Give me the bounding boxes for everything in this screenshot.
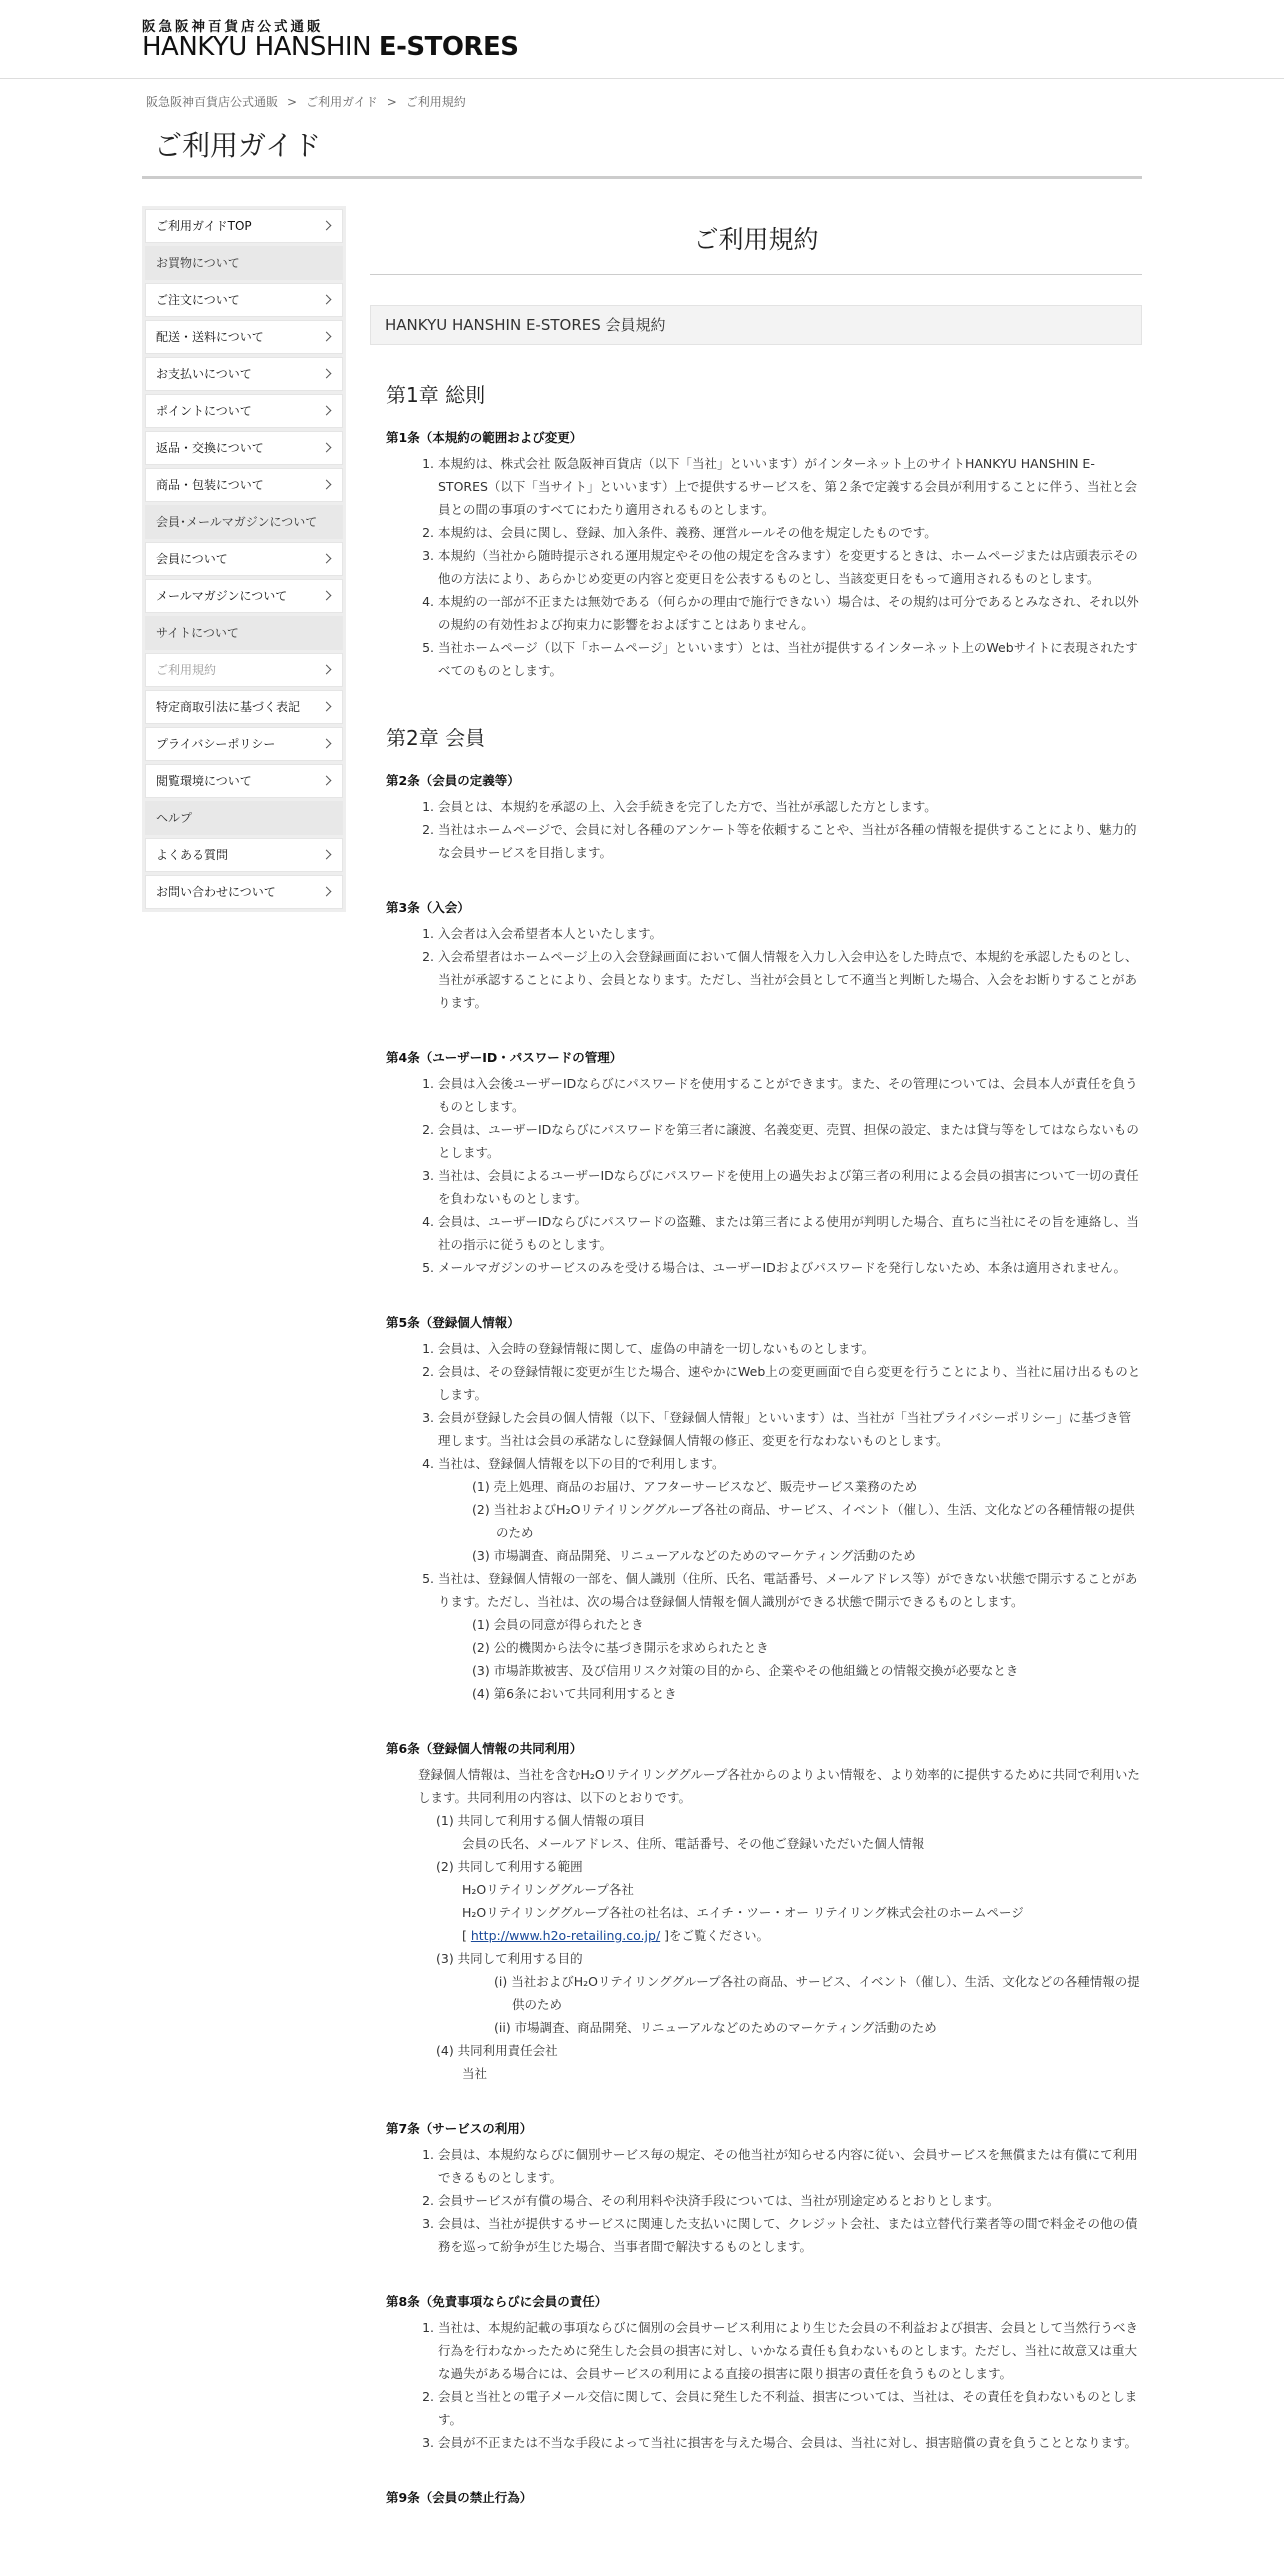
article-heading: 第2条（会員の定義等） (386, 773, 520, 788)
link-suffix: ]をご覧ください。 (660, 1928, 770, 1943)
sidebar-item-faq[interactable] (145, 838, 343, 872)
sidebar-item-label: メールマガジンについて (156, 589, 288, 603)
sub-list-item: (1) 売上処理、商品のお届け、アフターサービスなど、販売サービス業務のため (472, 1479, 918, 1494)
list-item: 1. 本規約は、株式会社 阪急阪神百貨店（以下「当社」といいます）がインターネット上のサイトHANKYU HANSHIN E-STORES（以下「当サイト」といいます）上で提供するサービスを、第２条で定義する会員が利用することに伴う、当社と会員との間の事項のすべてにわたり適用されるものとします。 (438, 452, 1142, 521)
list-item-text: 当社は、登録個人情報を以下の目的で利用します。 (438, 1456, 725, 1471)
breadcrumb-current: ご利用規約 (405, 95, 466, 109)
list-item: 3. 当社は、会員によるユーザーIDならびにパスワードを使用上の過失および第三者の利用による会員の損害について一切の責任を負わないものとします。 (438, 1164, 1142, 1210)
sidebar-item-label: 配送・送料について (156, 330, 264, 344)
sub-list-item: (2) 当社およびH₂Oリテイリンググループ各社の商品、サービス、イベント（催し）、生活、文化などの各種情報の提供のため (472, 1502, 1135, 1540)
chevron-right-icon (322, 406, 332, 416)
article-heading: 第6条（登録個人情報の共同利用） (386, 1741, 583, 1756)
article-list (370, 452, 1142, 682)
bracket-open: [ (462, 1928, 471, 1943)
breadcrumb (146, 93, 466, 110)
sidebar-section-site (145, 616, 343, 650)
list-item: 5. メールマガジンのサービスのみを受ける場合は、ユーザーIDおよびパスワードを発行しないため、本条は適用されません。 (438, 1256, 1142, 1279)
sidebar-item-label: お支払いについて (156, 367, 252, 381)
article-list (370, 795, 1142, 864)
sidebar-item-order[interactable] (145, 283, 343, 317)
breadcrumb-guide[interactable]: ご利用ガイド (306, 95, 378, 109)
list-item: 1. 会員は入会後ユーザーIDならびにパスワードを使用することができます。また、その管理については、会員本人が責任を負うものとします。 (438, 1072, 1142, 1118)
sub-list-item: (3) 市場詐欺被害、及び信用リスク対策の目的から、企業やその他組織との情報交換が必要なとき (472, 1663, 1019, 1678)
logo-japanese[interactable]: 阪急阪神百貨店公式通販 (142, 19, 324, 35)
sidebar-item-members[interactable] (145, 542, 343, 576)
chevron-right-icon (322, 554, 332, 564)
sidebar-item-returns[interactable] (145, 431, 343, 465)
sidebar-section-label: 会員･メールマガジンについて (156, 515, 318, 529)
article-heading: 第3条（入会） (386, 900, 470, 915)
list-item: 2. 当社はホームページで、会員に対し各種のアンケート等を依頼することや、当社が各種の情報を提供することにより、魅力的な会員サービスを目指します。 (438, 818, 1142, 864)
sub-list-item: (1) 会員の同意が得られたとき (472, 1617, 644, 1632)
list-item: 1. 会員は、本規約ならびに個別サービス毎の規定、その他当社が知らせる内容に従い、会員サービスを無償または有償にて利用できるものとします。 (438, 2143, 1142, 2189)
article-heading: 第5条（登録個人情報） (386, 1315, 520, 1330)
chapter-heading: 第2章 会員 (386, 726, 486, 750)
terms-title: ご利用規約 (693, 225, 819, 254)
chevron-right-icon (322, 776, 332, 786)
list-item: 2. 入会希望者はホームページ上の入会登録画面において個人情報を入力し入会申込をした時点で、本規約を承認したものとし、当社が承認することにより、会員となります。ただし、当社が会員として不適当と判断した場合、入会をお断りすることがあります。 (438, 945, 1142, 1014)
sidebar-item-label: ご注文について (156, 293, 240, 307)
sub-body: (ii) 市場調査、商品開発、リニューアルなどのためのマーケティング活動のため (494, 2020, 937, 2035)
sidebar-item-terms[interactable] (145, 653, 343, 687)
sidebar-section-membership (145, 505, 343, 539)
breadcrumb-separator: > (386, 95, 397, 109)
sidebar-item-payment[interactable] (145, 357, 343, 391)
sidebar-nav (142, 206, 346, 912)
site-header (0, 0, 1284, 79)
sub-body: H₂Oリテイリンググループ各社 (462, 1882, 634, 1897)
sub-list (438, 1613, 1142, 1705)
list-item: 1. 会員とは、本規約を承認の上、入会手続きを完了した方で、当社が承認した方とします。 (438, 795, 1142, 818)
article-list (370, 1072, 1142, 1279)
sub-heading: (1) 共同して利用する個人情報の項目 (436, 1813, 646, 1828)
article-body (370, 1763, 1142, 2085)
logo-english[interactable] (142, 32, 518, 62)
sub-list (438, 1475, 1142, 1567)
list-item: 3. 会員は、当社が提供するサービスに関連した支払いに関して、クレジット会社、または立替代行業者等の間で料金その他の債務を巡って紛争が生じた場合、当事者間で解決するものとします。 (438, 2212, 1142, 2258)
list-item (438, 1452, 1142, 1567)
sidebar-item-products-wrapping[interactable] (145, 468, 343, 502)
article-list (370, 2316, 1142, 2454)
sidebar-item-points[interactable] (145, 394, 343, 428)
sidebar-section-help (145, 801, 343, 835)
sub-heading: (4) 共同利用責任会社 (436, 2043, 558, 2058)
article-intro: 登録個人情報は、当社を含むH₂Oリテイリンググループ各社からのよりよい情報を、より効率的に提供するために共同で利用いたします。共同利用の内容は、以下のとおりです。 (418, 1767, 1140, 1805)
sidebar-item-shipping[interactable] (145, 320, 343, 354)
chevron-right-icon (322, 739, 332, 749)
list-item: 2. 本規約は、会員に関し、登録、加入条件、義務、運営ルールその他を規定したものです。 (438, 521, 1142, 544)
sidebar-section-shopping (145, 246, 343, 280)
terms-box-title: HANKYU HANSHIN E-STORES 会員規約 (370, 305, 1142, 345)
sub-body: 会員の氏名、メールアドレス、住所、電話番号、その他ご登録いただいた個人情報 (462, 1836, 925, 1851)
list-item: 2. 会員は、その登録情報に変更が生じた場合、速やかにWeb上の変更画面で自ら変更を行うことにより、当社に届け出るものとします。 (438, 1360, 1142, 1406)
sub-list-item: (3) 市場調査、商品開発、リニューアルなどのためのマーケティング活動のため (472, 1548, 916, 1563)
sidebar-item-contact[interactable] (145, 875, 343, 909)
list-item: 3. 会員が登録した会員の個人情報（以下、「登録個人情報」といいます）は、当社が「当社プライバシーポリシー」に基づき管理します。当社は会員の承諾なしに登録個人情報の修正、変更を行なわないものとします。 (438, 1406, 1142, 1452)
sidebar-section-label: ヘルプ (156, 811, 193, 825)
sidebar-item-environment[interactable] (145, 764, 343, 798)
sub-body-link-line (462, 1924, 1142, 1947)
sidebar-item-label: ポイントについて (156, 404, 252, 418)
sidebar-item-privacy[interactable] (145, 727, 343, 761)
list-item: 1. 当社は、本規約記載の事項ならびに個別の会員サービス利用により生じた会員の不利益および損害、会員として当然行うべき行為を行わなかったために発生した会員の損害に対し、いかなる責任も負わないものとします。ただし、当社に故意又は重大な過失がある場合には、会員サービスの利用による直接の損害に限り損害の責任を負うものとします。 (438, 2316, 1142, 2385)
list-item: 2. 会員サービスが有償の場合、その利用料や決済手段については、当社が別途定めるとおりとします。 (438, 2189, 1142, 2212)
sidebar-item-label: よくある質問 (156, 848, 229, 862)
list-item: 1. 入会者は入会希望者本人といたします。 (438, 922, 1142, 945)
article-list (370, 922, 1142, 1014)
chevron-right-icon (322, 850, 332, 860)
sub-body: 当社 (462, 2066, 488, 2081)
sub-body: H₂Oリテイリンググループ各社の社名は、エイチ・ツー・オー リテイリング株式会社のホームページ (462, 1905, 1024, 1920)
article-heading: 第1条（本規約の範囲および変更） (386, 430, 583, 445)
logo-en-bold: E-STORES (378, 32, 519, 62)
article-list (370, 2143, 1142, 2258)
list-item: 2. 会員は、ユーザーIDならびにパスワードを第三者に譲渡、名義変更、売買、担保の設定、または貸与等をしてはならないものとします。 (438, 1118, 1142, 1164)
list-item: 3. 会員が不正または不当な手段によって当社に損害を与えた場合、会員は、当社に対し、損害賠償の責を負うこととなります。 (438, 2431, 1142, 2454)
h2o-retailing-link[interactable]: http://www.h2o-retailing.co.jp/ (470, 1928, 661, 1943)
chevron-right-icon (322, 480, 332, 490)
article-heading: 第7条（サービスの利用） (386, 2121, 533, 2136)
logo-en-light: HANKYU HANSHIN (142, 32, 379, 62)
list-item: 3. 本規約（当社から随時提示される運用規定やその他の規定を含みます）を変更するときは、ホームページまたは店頭表示その他の方法により、あらかじめ変更の内容と変更日を公表するものとし、当該変更日をもって適用されるものとします。 (438, 544, 1142, 590)
article-list (370, 1337, 1142, 1705)
sidebar-item-label: 特定商取引法に基づく表記 (156, 700, 301, 714)
sidebar-item-label: ご利用ガイドTOP (156, 219, 252, 233)
list-item-text: 当社は、登録個人情報の一部を、個人識別（住所、氏名、電話番号、メールアドレス等）ができない状態で開示することがあります。ただし、当社は、次の場合は登録個人情報を個人識別ができる状態で開示できるものとします。 (438, 1571, 1138, 1609)
sub-heading: (3) 共同して利用する目的 (436, 1951, 583, 1966)
sidebar-item-guide-top[interactable] (145, 209, 343, 243)
chevron-right-icon (322, 665, 332, 675)
sidebar-section-label: サイトについて (156, 626, 239, 640)
chevron-right-icon (322, 702, 332, 712)
list-item: 5. 当社ホームページ（以下「ホームページ」といいます）とは、当社が提供するインターネット上のWebサイトに表現されたすべてのものとします。 (438, 636, 1142, 682)
sub-body: (i) 当社およびH₂Oリテイリンググループ各社の商品、サービス、イベント（催し）、生活、文化などの各種情報の提供のため (494, 1974, 1140, 2012)
list-item: 1. 会員は、入会時の登録情報に関して、虚偽の申請を一切しないものとします。 (438, 1337, 1142, 1360)
article-heading: 第4条（ユーザーID・パスワードの管理） (386, 1050, 623, 1065)
article-heading: 第8条（免責事項ならびに会員の責任） (386, 2294, 608, 2309)
chevron-right-icon (322, 295, 332, 305)
sub-heading: (2) 共同して利用する範囲 (436, 1859, 583, 1874)
chevron-right-icon (322, 591, 332, 601)
chevron-right-icon (322, 221, 332, 231)
sidebar-item-label: 商品・包装について (156, 478, 264, 492)
chevron-right-icon (322, 443, 332, 453)
chevron-right-icon (322, 887, 332, 897)
terms-divider (370, 274, 1142, 275)
sidebar-item-label: 閲覧環境について (156, 774, 252, 788)
list-item: 2. 会員と当社との電子メール交信に関して、会員に発生した不利益、損害については、当社は、その責任を負わないものとします。 (438, 2385, 1142, 2431)
chevron-right-icon (322, 369, 332, 379)
sidebar-item-commercial-law[interactable] (145, 690, 343, 724)
chevron-right-icon (322, 332, 332, 342)
article-heading: 第9条（会員の禁止行為） (386, 2490, 533, 2505)
sidebar-item-label: お問い合わせについて (156, 885, 276, 899)
main-content (370, 206, 1142, 2512)
sidebar-item-label: 会員について (156, 552, 228, 566)
sidebar-item-newsletter[interactable] (145, 579, 343, 613)
list-item (438, 1567, 1142, 1705)
breadcrumb-separator: > (287, 95, 298, 109)
sidebar-section-label: お買物について (156, 256, 240, 270)
list-item: 4. 会員は、ユーザーIDならびにパスワードの盗難、または第三者による使用が判明した場合、直ちに当社にその旨を連絡し、当社の指示に従うものとします。 (438, 1210, 1142, 1256)
sidebar-item-label: 返品・交換について (156, 441, 264, 455)
sidebar-item-label: ご利用規約 (156, 663, 217, 677)
sub-list-item: (2) 公的機関から法令に基づき開示を求められたとき (472, 1640, 769, 1655)
title-divider (142, 176, 1142, 179)
sub-list-item: (4) 第6条において共同利用するとき (472, 1686, 677, 1701)
chapter-heading: 第1章 総則 (386, 383, 486, 407)
page-title: ご利用ガイド (154, 129, 322, 162)
breadcrumb-home[interactable]: 阪急阪神百貨店公式通販 (146, 95, 279, 109)
list-item: 4. 本規約の一部が不正または無効である（何らかの理由で施行できない）場合は、その規約は可分であるとみなされ、それ以外の規約の有効性および拘束力に影響をおよぼすことはありません。 (438, 590, 1142, 636)
sidebar-item-label: プライバシーポリシー (156, 737, 276, 751)
